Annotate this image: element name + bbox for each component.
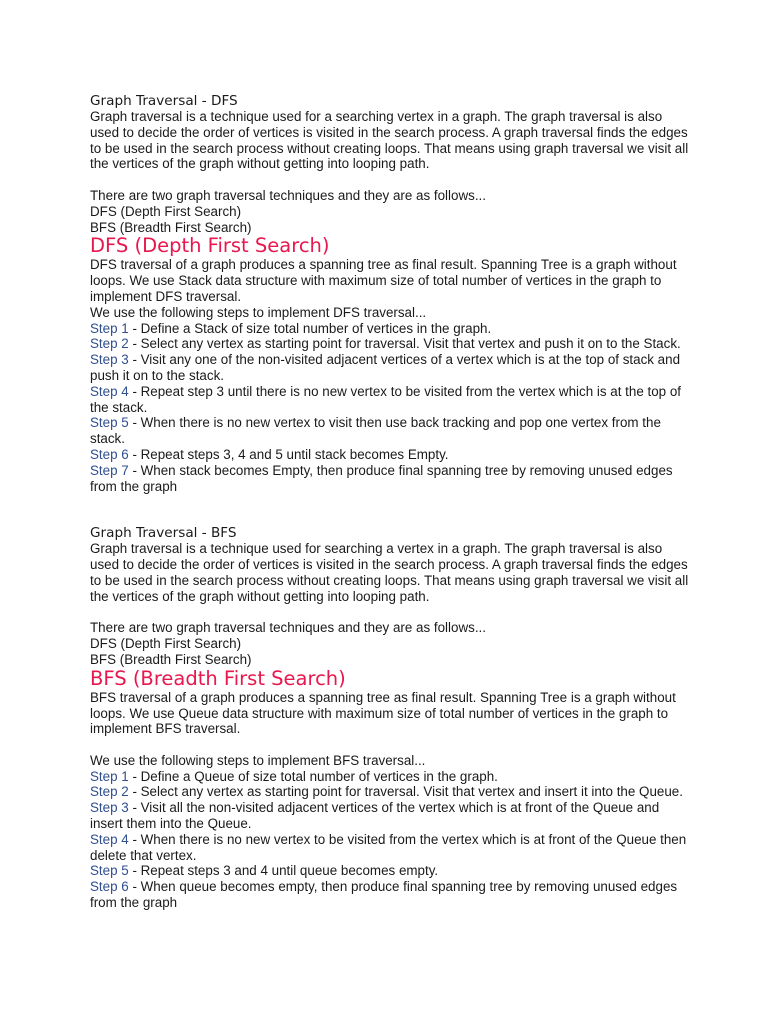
bfs-technique-dfs: DFS (Depth First Search)	[90, 636, 242, 652]
dfs-technique-dfs: DFS (Depth First Search)	[90, 203, 242, 219]
step-text: - When there is no new vertex to be visited from the vertex which is at front of the Queue then delete that vertex.	[90, 831, 687, 863]
step-label: Step 1	[90, 320, 129, 336]
step-label: Step 3	[90, 800, 129, 816]
step-text: - Visit all the non-visited adjacent vertices of the vertex which is at front of the Queue and insert them into the Queue.	[90, 800, 660, 832]
bfs-step-3	[90, 800, 690, 832]
bfs-step-4	[90, 832, 690, 864]
step-text: - Select any vertex as starting point for traversal. Visit that vertex and insert it into the Queue.	[128, 784, 683, 800]
bfs-steps-list	[90, 769, 690, 911]
dfs-intro-paragraph: Graph traversal is a technique used for a searching vertex in a graph. The graph traversal is also used to decide the order of vertices is visited in the search process. A graph traversal finds the edges to be used in the search process without creating loops. That means using graph traversal we visit all the vertices of the graph without getting into looping path.	[90, 109, 689, 172]
step-label: Step 4	[90, 383, 129, 399]
step-text: - Repeat steps 3 and 4 until queue becomes empty.	[128, 863, 439, 879]
step-label: Step 6	[90, 879, 129, 895]
dfs-step-7	[90, 463, 690, 495]
dfs-section-title: Graph Traversal - DFS	[90, 93, 238, 109]
dfs-technique-bfs: BFS (Breadth First Search)	[90, 219, 252, 235]
step-label: Step 6	[90, 446, 129, 462]
bfs-section	[90, 525, 690, 911]
bfs-steps-intro: We use the following steps to implement BFS traversal...	[90, 752, 426, 768]
step-text: - Define a Stack of size total number of vertices in the graph.	[128, 320, 492, 336]
step-label: Step 1	[90, 768, 129, 784]
step-label: Step 5	[90, 415, 129, 431]
document-page	[90, 93, 690, 911]
step-text: - Visit any one of the non-visited adjacent vertices of a vertex which is at the top of stack and push it on to the stack.	[90, 352, 681, 383]
dfs-step-3	[90, 352, 690, 384]
dfs-description: DFS traversal of a graph produces a spanning tree as final result. Spanning Tree is a graph without loops. We use Stack data structure with maximum size of total number of vertices in the graph to implement DFS traversal.	[90, 257, 677, 304]
dfs-techniques-intro: There are two graph traversal techniques and they are as follows...	[90, 187, 486, 203]
dfs-step-2	[90, 336, 690, 352]
step-label: Step 2	[90, 784, 129, 800]
bfs-step-1	[90, 769, 690, 785]
bfs-step-2	[90, 784, 690, 800]
dfs-heading: DFS (Depth First Search)	[90, 234, 330, 258]
bfs-section-title: Graph Traversal - BFS	[90, 525, 237, 542]
step-label: Step 2	[90, 336, 129, 352]
step-label: Step 5	[90, 863, 129, 879]
step-text: - Define a Queue of size total number of vertices in the graph.	[128, 768, 498, 784]
step-text: - Repeat steps 3, 4 and 5 until stack becomes Empty.	[128, 446, 449, 462]
bfs-step-6	[90, 879, 690, 911]
dfs-step-1	[90, 321, 690, 337]
dfs-step-5	[90, 415, 690, 447]
bfs-description: BFS traversal of a graph produces a spanning tree as final result. Spanning Tree is a graph without loops. We use Queue data structure with maximum size of total number of vertices in the graph to implement BFS traversal.	[90, 689, 676, 737]
step-text: - Repeat step 3 until there is no new vertex to be visited from the vertex which is at the top of the stack.	[90, 383, 681, 415]
step-label: Step 3	[90, 352, 129, 368]
step-label: Step 7	[90, 462, 129, 478]
dfs-steps-intro: We use the following steps to implement DFS traversal...	[90, 304, 427, 320]
bfs-heading: BFS (Breadth First Search)	[90, 666, 346, 690]
step-label: Step 4	[90, 831, 129, 847]
dfs-step-6	[90, 447, 690, 463]
step-text: - Select any vertex as starting point for traversal. Visit that vertex and push it on to the Stack.	[128, 336, 681, 352]
dfs-steps-list	[90, 321, 690, 495]
step-text: - When stack becomes Empty, then produce final spanning tree by removing unused edges from the graph	[90, 462, 673, 494]
bfs-intro-paragraph: Graph traversal is a technique used for searching a vertex in a graph. The graph traversal is also used to decide the order of vertices is visited in the search process. A graph traversal finds the edges to be used in the search process without creating loops. That means using graph traversal we visit all the vertices of the graph without getting into looping path.	[90, 541, 689, 604]
step-text: - When there is no new vertex to visit then use back tracking and pop one vertex from the stack.	[90, 415, 661, 447]
bfs-step-5	[90, 863, 690, 879]
step-text: - When queue becomes empty, then produce final spanning tree by removing unused edges from the graph	[90, 879, 678, 911]
bfs-techniques-intro: There are two graph traversal techniques and they are as follows...	[90, 620, 486, 636]
bfs-technique-bfs: BFS (Breadth First Search)	[90, 651, 252, 667]
dfs-step-4	[90, 384, 690, 416]
dfs-section	[90, 93, 690, 494]
